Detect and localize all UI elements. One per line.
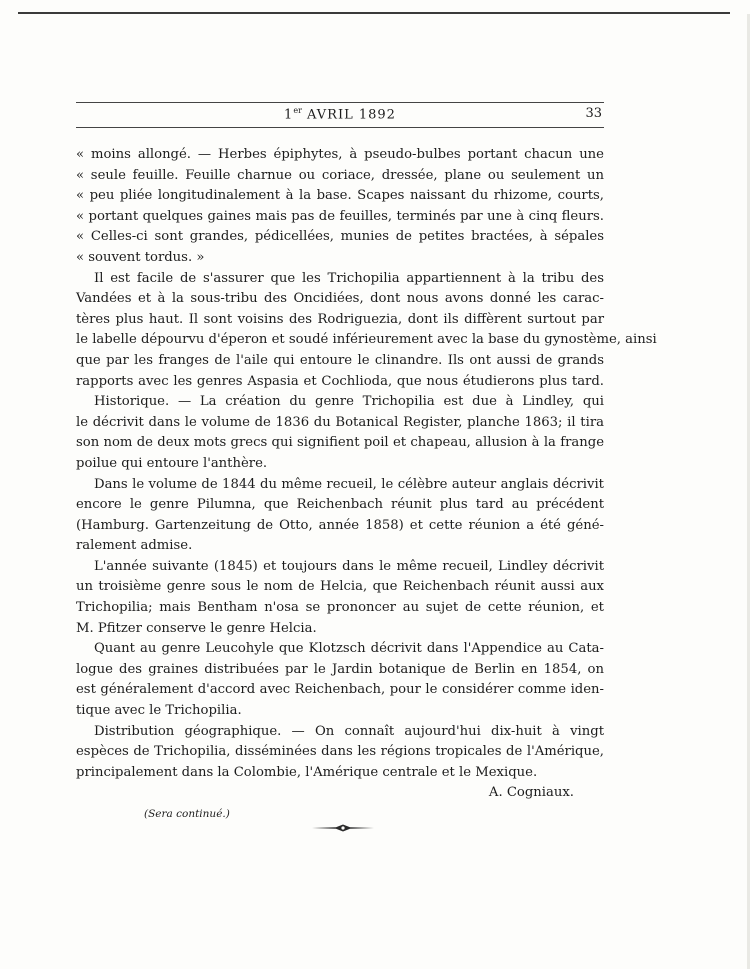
text-line: un troisième genre sous le nom de Helcia, que Reichenbach réunit aussi aux [76,579,604,595]
text-line: « Celles-ci sont grandes, pédicellées, munies de petites bractées, à sépales [76,229,604,245]
date-month-year: AVRIL 1892 [307,107,396,123]
text-line: « seule feuille. Feuille charnue ou coriace, dressée, plane ou seulement un [76,167,604,183]
body-text [76,145,657,825]
text-line: Dans le volume de 1844 du même recueil, le célèbre auteur anglais décrivit [94,476,604,492]
text-line: espèces de Trichopilia, disséminées dans les régions tropicales de l'Amérique, [76,744,604,760]
text-line: principalement dans la Colombie, l'Amérique centrale et le Mexique. [76,764,538,780]
text-line: Historique. — La création du genre Trichopilia est due à Lindley, qui [94,394,604,410]
text-line: le labelle dépourvu d'éperon et soudé inférieurement avec la base du gynostème, ainsi [76,332,657,348]
text-line: le décrivit dans le volume de 1836 du Botanical Register, planche 1863; il tira [76,414,604,430]
text-line: logue des graines distribuées par le Jardin botanique de Berlin en 1854, on [76,661,604,677]
text-line: M. Pfitzer conserve le genre Helcia. [76,620,317,636]
running-head [76,104,604,124]
text-line: rapports avec les genres Aspasia et Cochlioda, que nous étudierons plus tard. [76,373,604,389]
text-line: L'année suivante (1845) et toujours dans le même recueil, Lindley décrivit [94,558,604,574]
text-line: tères plus haut. Il sont voisins des Rodriguezia, dont ils diffèrent surtout par [76,311,604,327]
header-rule-bottom [76,127,604,128]
continuation-note: (Sera continué.) [144,808,230,820]
text-line: ralement admise. [76,538,193,554]
author-signature: A. Cogniaux. [488,785,574,801]
text-line: Quant au genre Leucohyle que Klotzsch décrivit dans l'Appendice au Cata- [94,641,604,657]
text-line: son nom de deux mots grecs qui signifient poil et chapeau, allusion à la frange [76,435,604,451]
text-line: tique avec le Trichopilia. [76,703,242,719]
text-line: « portant quelques gaines mais pas de feuilles, terminés par une à cinq fleurs. [76,208,604,224]
text-line: Trichopilia; mais Bentham n'osa se prononcer au sujet de cette réunion, et [76,600,604,616]
date-sup: er [293,106,302,115]
text-line: poilue qui entoure l'anthère. [76,455,268,471]
divider-ornament [310,823,376,833]
text-line: « peu pliée longitudinalement à la base. Scapes naissant du rhizome, courts, [76,188,604,204]
scan-border [18,12,730,14]
header-rule-top [76,102,604,103]
text-line: (Hamburg. Gartenzeitung de Otto, année 1858) et cette réunion a été géné- [76,517,604,533]
text-line: que par les franges de l'aile qui entoure le clinandre. Ils ont aussi de grands [76,352,604,368]
issue-date [76,106,604,122]
text-line: Distribution géographique. — On connaît aujourd'hui dix-huit à vingt [94,723,604,739]
text-line: « souvent tordus. » [76,249,205,265]
text-line: est généralement d'accord avec Reichenbach, pour le considérer comme iden- [76,682,604,698]
text-line: Il est facile de s'assurer que les Trichopilia appartiennent à la tribu des [94,270,604,286]
date-day: 1 [284,107,294,123]
text-line: encore le genre Pilumna, que Reichenbach réunit plus tard au précédent [76,497,604,513]
text-line: « moins allongé. — Herbes épiphytes, à pseudo-bulbes portant chacun une [76,147,604,162]
page-number: 33 [585,106,602,121]
text-line: Vandées et à la sous-tribu des Oncidiées, dont nous avons donné les carac- [76,291,604,307]
